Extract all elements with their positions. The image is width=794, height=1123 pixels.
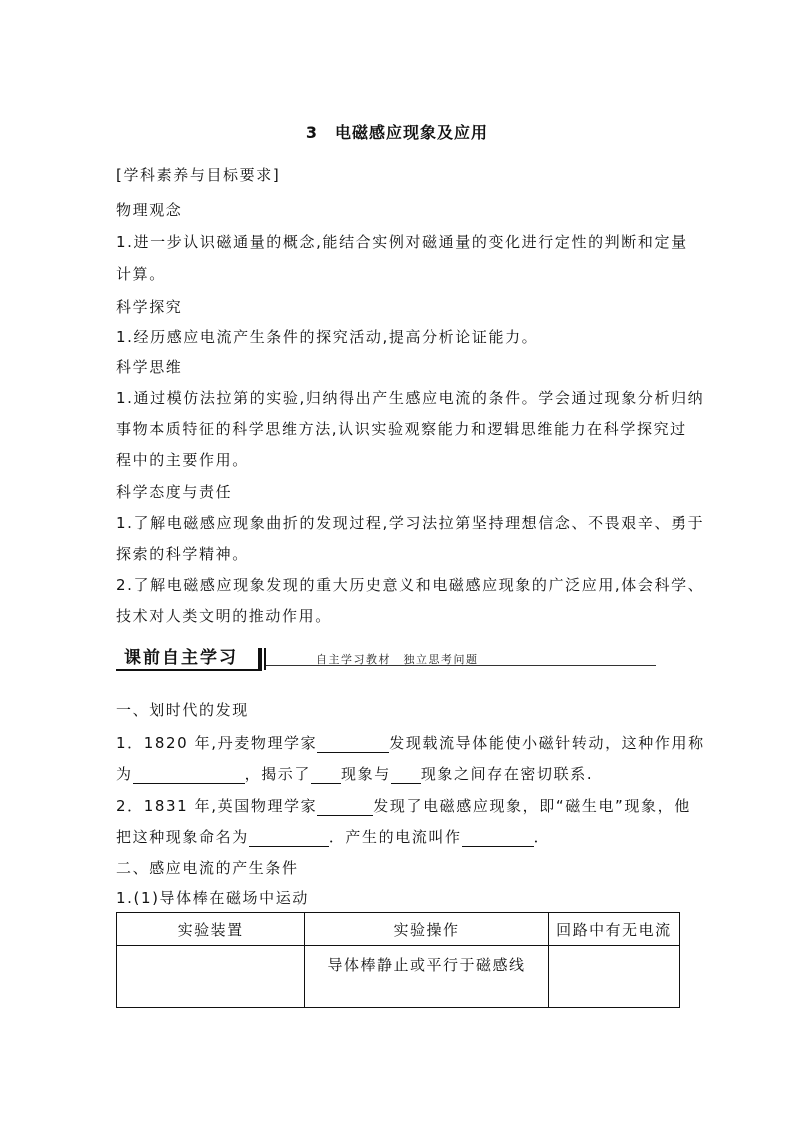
table-header-cell: 实验装置 bbox=[117, 913, 305, 946]
banner-rule bbox=[266, 665, 656, 666]
goal-item: 技术对人类文明的推动作用。 bbox=[116, 607, 332, 625]
question-1-line-1: 1．1820 年,丹麦物理学家 发现载流导体能使小磁针转动，这种作用称 bbox=[116, 734, 705, 752]
goal-item: 1.了解电磁感应现象曲折的发现过程,学习法拉第坚持理想信念、不畏艰辛、勇于 bbox=[116, 514, 705, 532]
goal-heading-physics: 物理观念 bbox=[116, 201, 183, 219]
question-1-line-2: 为 ，揭示了 现象与 现象之间存在密切联系. bbox=[116, 765, 594, 783]
answer-blank[interactable] bbox=[391, 767, 421, 784]
banner-bar bbox=[264, 648, 266, 670]
page-title: 3 电磁感应现象及应用 bbox=[305, 123, 489, 142]
table-header-cell: 回路中有无电流 bbox=[548, 913, 679, 946]
banner-bar bbox=[258, 648, 262, 670]
goal-item: 计算。 bbox=[116, 265, 166, 283]
goal-item: 1.进一步认识磁通量的概念,能结合实例对磁通量的变化进行定性的判断和定量 bbox=[116, 233, 688, 251]
goal-item: 事物本质特征的科学思维方法,认识实验观察能力和逻辑思维能力在科学探究过 bbox=[116, 420, 687, 438]
goal-item: 探索的科学精神。 bbox=[116, 545, 249, 563]
goal-item: 程中的主要作用。 bbox=[116, 451, 249, 469]
answer-blank[interactable] bbox=[249, 830, 329, 847]
experiment-table bbox=[116, 912, 680, 1008]
goals-header: [学科素养与目标要求] bbox=[116, 166, 281, 184]
goal-heading-thinking: 科学思维 bbox=[116, 358, 183, 376]
goal-item: 2.了解电磁感应现象发现的重大历史意义和电磁感应现象的广泛应用,体会科学、 bbox=[116, 576, 705, 594]
section-banner bbox=[116, 648, 656, 670]
answer-blank[interactable] bbox=[462, 830, 534, 847]
table-cell[interactable] bbox=[548, 946, 679, 1008]
goal-item: 1.通过模仿法拉第的实验,归纳得出产生感应电流的条件。学会通过现象分析归纳 bbox=[116, 389, 705, 407]
section1-heading: 一、划时代的发现 bbox=[116, 701, 249, 719]
table-header-cell: 实验操作 bbox=[305, 913, 548, 946]
section2-subheading: 1.(1)导体棒在磁场中运动 bbox=[116, 889, 309, 907]
banner-rule bbox=[116, 669, 262, 671]
goal-heading-inquiry: 科学探究 bbox=[116, 298, 183, 316]
table-cell bbox=[117, 946, 305, 1008]
section2-heading: 二、感应电流的产生条件 bbox=[116, 859, 299, 877]
question-2-line-1: 2．1831 年,英国物理学家 发现了电磁感应现象，即“磁生电”现象，他 bbox=[116, 797, 691, 815]
answer-blank[interactable] bbox=[311, 767, 341, 784]
question-2-line-2: 把这种现象命名为 ．产生的电流叫作 ． bbox=[116, 828, 551, 846]
goal-heading-attitude: 科学态度与责任 bbox=[116, 483, 233, 501]
table-header-row bbox=[117, 913, 680, 946]
answer-blank[interactable] bbox=[317, 799, 373, 816]
answer-blank[interactable] bbox=[317, 736, 389, 753]
banner-subtitle: 自主学习教材 独立思考问题 bbox=[316, 653, 479, 666]
table-row bbox=[117, 946, 680, 1008]
answer-blank[interactable] bbox=[133, 767, 245, 784]
goal-item: 1.经历感应电流产生条件的探究活动,提高分析论证能力。 bbox=[116, 328, 539, 346]
table-cell: 导体棒静止或平行于磁感线 bbox=[305, 946, 548, 1008]
banner-label: 课前自主学习 bbox=[116, 648, 262, 668]
